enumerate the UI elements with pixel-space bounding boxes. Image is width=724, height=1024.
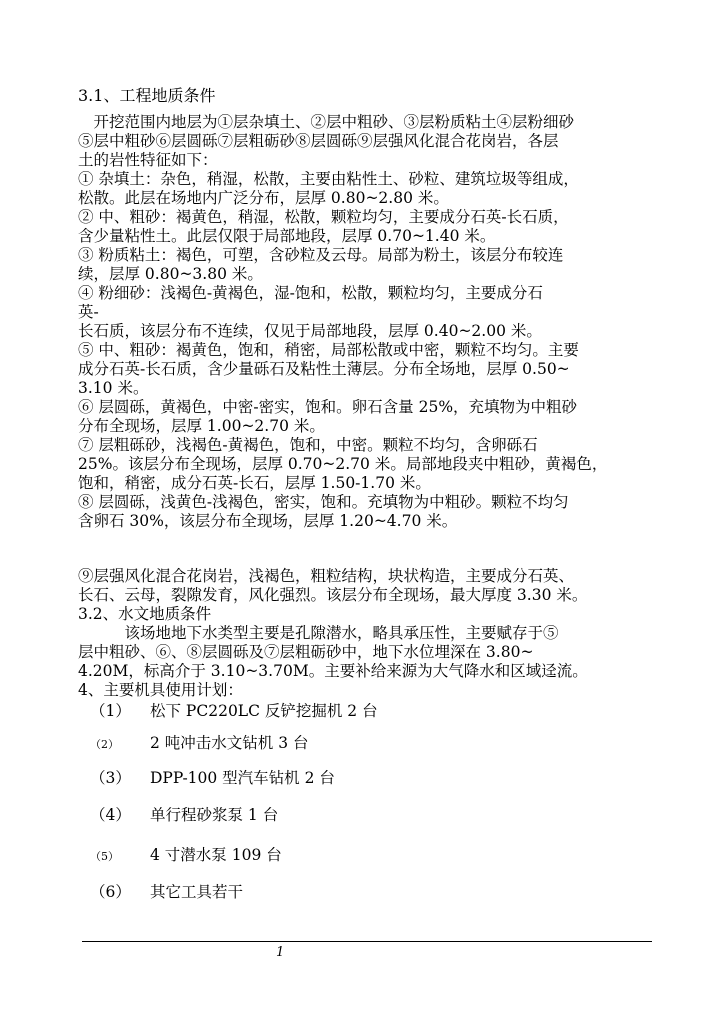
text-line: 分布全现场，层厚 1.00~2.70 米。 xyxy=(78,417,325,435)
equipment-item xyxy=(90,882,490,902)
text-line: ⑤层中粗砂⑥层圆砾⑦层粗砺砂⑧层圆砾⑨层强风化混合花岗岩，各层 xyxy=(78,132,559,150)
text-line: 25%。该层分布全现场，层厚 0.70~2.70 米。局部地段夹中粗砂，黄褐色， xyxy=(78,455,608,473)
text-line: 开挖范围内地层为①层杂填土、②层中粗砂、③层粉质粘土④层粉细砂 xyxy=(78,113,575,131)
equipment-number: （2） xyxy=(90,738,119,751)
equipment-text: 2 吨冲击水文钻机 3 台 xyxy=(150,734,309,752)
section-heading-hydrology: 3.2、水文地质条件 xyxy=(78,605,212,623)
section-heading-geology: 3.1、工程地质条件 xyxy=(78,86,216,105)
geology-paragraph xyxy=(78,113,658,531)
text-line: ① 杂填土：杂色，稍湿，松散，主要由粘性土、砂粒、建筑垃圾等组成， xyxy=(78,170,579,188)
text-line: 英- xyxy=(78,303,99,321)
equipment-number: （5） xyxy=(90,850,119,863)
text-line: ② 中、粗砂：褐黄色，稍湿，松散，颗粒均匀，主要成分石英-长石质， xyxy=(78,208,569,226)
equipment-number: （1） xyxy=(90,702,131,720)
text-line: 成分石英-长石质，含少量砾石及粘性土薄层。分布全场地，层厚 0.50~ xyxy=(78,360,570,378)
text-line: 含卵石 30%，该层分布全现场，层厚 1.20~4.70 米。 xyxy=(78,512,458,530)
equipment-item xyxy=(90,845,490,867)
equipment-text: 其它工具若干 xyxy=(150,883,244,901)
equipment-number: （6） xyxy=(90,883,131,901)
hydrology-section xyxy=(78,567,658,700)
text-line: 含少量粘性土。此层仅限于局部地段，层厚 0.70~1.40 米。 xyxy=(78,227,496,245)
text-line: ③ 粉质粘土：褐色，可塑，含砂粒及云母。局部为粉土，该层分布较连 xyxy=(78,246,564,264)
text-line: ⑧ 层圆砾，浅黄色-浅褐色，密实，饱和。充填物为中粗砂。颗粒不均匀 xyxy=(78,493,569,511)
text-line: 土的岩性特征如下： xyxy=(78,151,218,169)
text-line: ⑥ 层圆砾，黄褐色，中密-密实，饱和。卵石含量 25%，充填物为中粗砂 xyxy=(78,398,578,416)
text-line: 该场地地下水类型主要是孔隙潜水，略具承压性，主要赋存于⑤ xyxy=(78,624,559,642)
equipment-item xyxy=(90,733,490,755)
equipment-item xyxy=(90,701,490,721)
equipment-item xyxy=(90,768,490,788)
equipment-text: DPP-100 型汽车钻机 2 台 xyxy=(150,769,335,787)
text-line: 层中粗砂、⑥、⑧层圆砾及⑦层粗砺砂中，地下水位埋深在 3.80~ xyxy=(78,643,534,661)
equipment-item xyxy=(90,805,490,825)
text-line: ⑨层强风化混合花岗岩，浅褐色，粗粒结构，块状构造，主要成分石英、 xyxy=(78,567,575,585)
equipment-text: 松下 PC220LC 反铲挖掘机 2 台 xyxy=(150,702,378,720)
text-line: 3.10 米。 xyxy=(78,379,149,397)
text-line: 饱和，稍密，成分石英-长石，层厚 1.50-1.70 米。 xyxy=(78,474,431,492)
text-line: 长石质，该层分布不连续，仅见于局部地段，层厚 0.40~2.00 米。 xyxy=(78,322,542,340)
equipment-text: 4 寸潜水泵 109 台 xyxy=(150,846,282,864)
text-line: ⑦ 层粗砾砂，浅褐色-黄褐色，饱和，中密。颗粒不均匀，含卵砾石 xyxy=(78,436,538,454)
footer-divider xyxy=(82,941,652,942)
text-line: 续，层厚 0.80~3.80 米。 xyxy=(78,265,263,283)
page-number: 1 xyxy=(276,945,285,960)
equipment-number: （4） xyxy=(90,806,131,824)
text-line: ④ 粉细砂：浅褐色-黄褐色，湿-饱和，松散，颗粒均匀，主要成分石 xyxy=(78,284,543,302)
text-line: ⑤ 中、粗砂：褐黄色，饱和，稍密，局部松散或中密，颗粒不均匀。主要 xyxy=(78,341,579,359)
section-heading-equipment: 4、主要机具使用计划： xyxy=(78,681,243,699)
equipment-text: 单行程砂浆泵 1 台 xyxy=(150,806,279,824)
text-line: 长石、云母，裂隙发育，风化强烈。该层分布全现场，最大厚度 3.30 米。 xyxy=(78,586,588,604)
text-line: 4.20M，标高介于 3.10~3.70M。主要补给来源为大气降水和区域迳流。 xyxy=(78,662,588,680)
text-line: 松散。此层在场地内广泛分布，层厚 0.80~2.80 米。 xyxy=(78,189,449,207)
equipment-number: （3） xyxy=(90,769,131,787)
